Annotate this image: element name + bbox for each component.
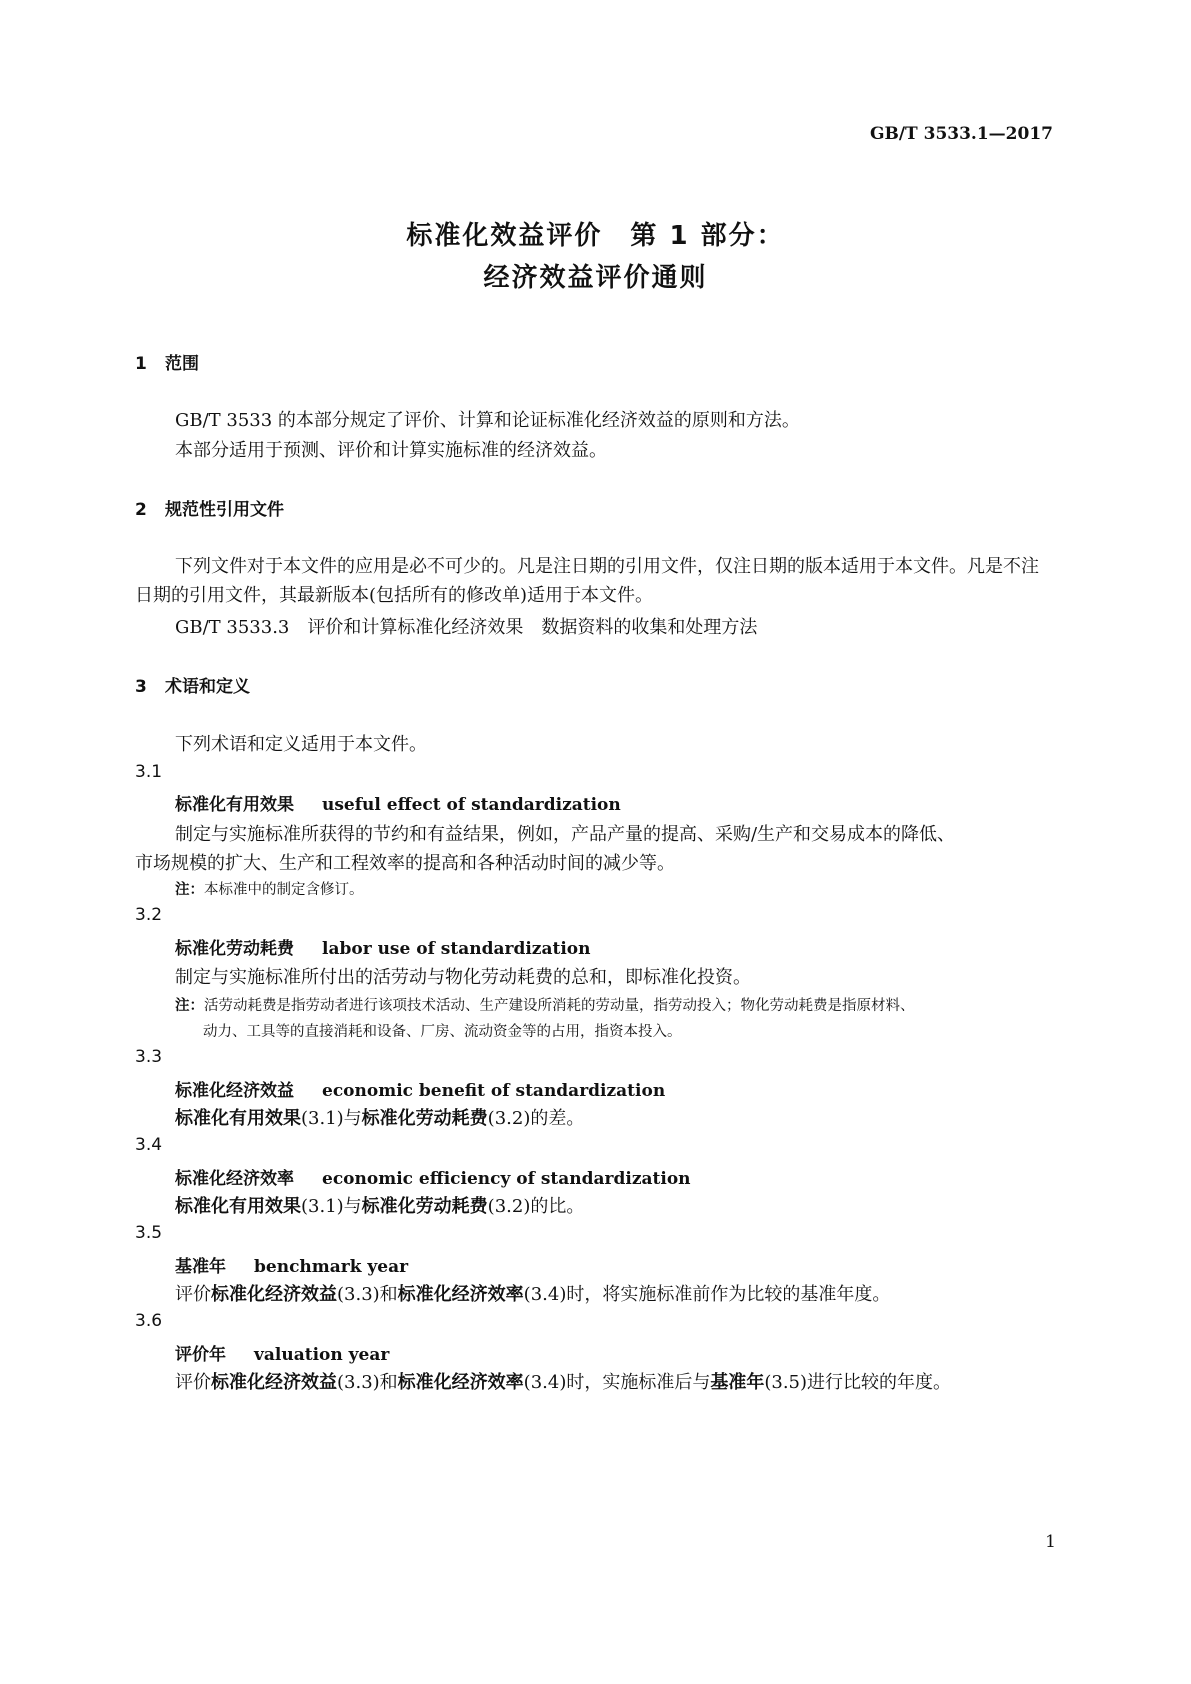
term-number-3-1: 3.1 — [135, 762, 163, 782]
term-3-1-note — [175, 878, 364, 899]
section-1-paragraph-2: 本部分适用于预测、评价和计算实施标准的经济效益。 — [175, 440, 607, 461]
definition-text: (3.2)的差。 — [487, 1108, 585, 1129]
term-chinese: 标准化经济效率 — [175, 1169, 294, 1189]
definition-text: 评价 — [175, 1284, 211, 1305]
term-chinese: 标准化劳动耗费 — [175, 939, 294, 959]
definition-text: (3.1)与 — [301, 1108, 362, 1129]
definition-text: (3.5)进行比较的年度。 — [764, 1372, 952, 1393]
definition-text: (3.2)的比。 — [487, 1196, 585, 1217]
note-label: 注： — [175, 998, 204, 1014]
term-3-1-definition-line2: 市场规模的扩大、生产和工程效率的提高和各种活动时间的减少等。 — [135, 853, 675, 874]
section-2-paragraph — [135, 552, 1055, 610]
definition-text: 评价 — [175, 1372, 211, 1393]
section-number: 2 — [135, 500, 147, 520]
term-english: labor use of standardization — [322, 939, 591, 959]
definition-text: (3.3)和 — [337, 1284, 398, 1305]
page-number: 1 — [1045, 1532, 1056, 1552]
cross-ref-term: 标准化经济效率 — [397, 1284, 524, 1305]
cross-ref-term: 标准化有用效果 — [175, 1108, 301, 1129]
term-3-2 — [175, 934, 591, 959]
term-3-1-definition-line1: 制定与实施标准所获得的节约和有益结果，例如，产品产量的提高、采购/生产和交易成本的降低、 — [175, 824, 956, 845]
term-number-3-3: 3.3 — [135, 1047, 163, 1067]
cross-ref-term: 标准化有用效果 — [175, 1196, 301, 1217]
term-3-3-definition — [175, 1104, 584, 1130]
definition-text: (3.4)时，实施标准后与 — [523, 1372, 711, 1393]
term-3-4 — [175, 1164, 691, 1189]
cross-ref-term: 标准化劳动耗费 — [361, 1108, 488, 1129]
term-3-1 — [175, 790, 621, 815]
cross-ref-term: 标准化经济效益 — [211, 1372, 337, 1393]
cross-ref-term: 标准化劳动耗费 — [361, 1196, 488, 1217]
document-title-line2: 经济效益评价通则 — [483, 263, 708, 293]
definition-text: (3.3)和 — [337, 1372, 398, 1393]
term-3-4-definition — [175, 1192, 584, 1218]
definition-text: (3.4)时，将实施标准前作为比较的基准年度。 — [523, 1284, 891, 1305]
section-number: 3 — [135, 677, 147, 697]
standard-number: GB/T 3533.1—2017 — [869, 124, 1053, 144]
term-number-3-5: 3.5 — [135, 1223, 163, 1243]
term-3-5 — [175, 1252, 408, 1277]
term-number-3-2: 3.2 — [135, 905, 163, 925]
cross-ref-term: 标准化经济效益 — [211, 1284, 337, 1305]
section-2-paragraph-text: 下列文件对于本文件的应用是必不可少的。凡是注日期的引用文件，仅注日期的版本适用于本文件。凡是不注日期的引用文件，其最新版本(包括所有的修改单)适用于本文件。 — [135, 556, 1039, 606]
document-title-line1: 标准化效益评价 第 1 部分： — [406, 221, 785, 251]
term-chinese: 评价年 — [175, 1345, 226, 1365]
section-2-heading — [135, 495, 284, 520]
section-1-heading — [135, 349, 199, 374]
term-english: benchmark year — [254, 1257, 409, 1277]
term-english: economic benefit of standardization — [322, 1081, 666, 1101]
section-title: 规范性引用文件 — [165, 500, 284, 520]
term-chinese: 标准化有用效果 — [175, 795, 294, 815]
note-text: 活劳动耗费是指劳动者进行该项技术活动、生产建设所消耗的劳动量，指劳动投入；物化劳动耗费是指原材料、 — [204, 998, 915, 1014]
note-text: 本标准中的制定含修订。 — [204, 882, 364, 898]
section-number: 1 — [135, 354, 147, 374]
cross-ref-term: 标准化经济效率 — [397, 1372, 524, 1393]
section-3-intro: 下列术语和定义适用于本文件。 — [175, 734, 427, 755]
term-number-3-6: 3.6 — [135, 1311, 163, 1331]
term-3-5-definition — [175, 1280, 890, 1306]
term-english: economic efficiency of standardization — [322, 1169, 691, 1189]
term-3-6-definition — [175, 1368, 951, 1394]
term-3-3 — [175, 1076, 665, 1101]
section-title: 范围 — [165, 354, 199, 374]
definition-text: (3.1)与 — [301, 1196, 362, 1217]
section-1-paragraph-1: GB/T 3533 的本部分规定了评价、计算和论证标准化经济效益的原则和方法。 — [175, 410, 800, 431]
note-label: 注： — [175, 882, 204, 898]
term-3-2-note-line2: 动力、工具等的直接消耗和设备、厂房、流动资金等的占用，指资本投入。 — [203, 1024, 682, 1040]
term-english: useful effect of standardization — [322, 795, 621, 815]
term-chinese: 基准年 — [175, 1257, 226, 1277]
cross-ref-term: 基准年 — [710, 1372, 765, 1393]
section-3-heading — [135, 672, 250, 697]
term-3-2-definition: 制定与实施标准所付出的活劳动与物化劳动耗费的总和，即标准化投资。 — [175, 967, 751, 988]
term-3-6 — [175, 1340, 389, 1365]
normative-reference: GB/T 3533.3 评价和计算标准化经济效果 数据资料的收集和处理方法 — [175, 617, 758, 638]
term-3-2-note-line1 — [175, 994, 915, 1015]
term-english: valuation year — [254, 1345, 390, 1365]
term-number-3-4: 3.4 — [135, 1135, 163, 1155]
term-chinese: 标准化经济效益 — [175, 1081, 294, 1101]
section-title: 术语和定义 — [165, 677, 250, 697]
